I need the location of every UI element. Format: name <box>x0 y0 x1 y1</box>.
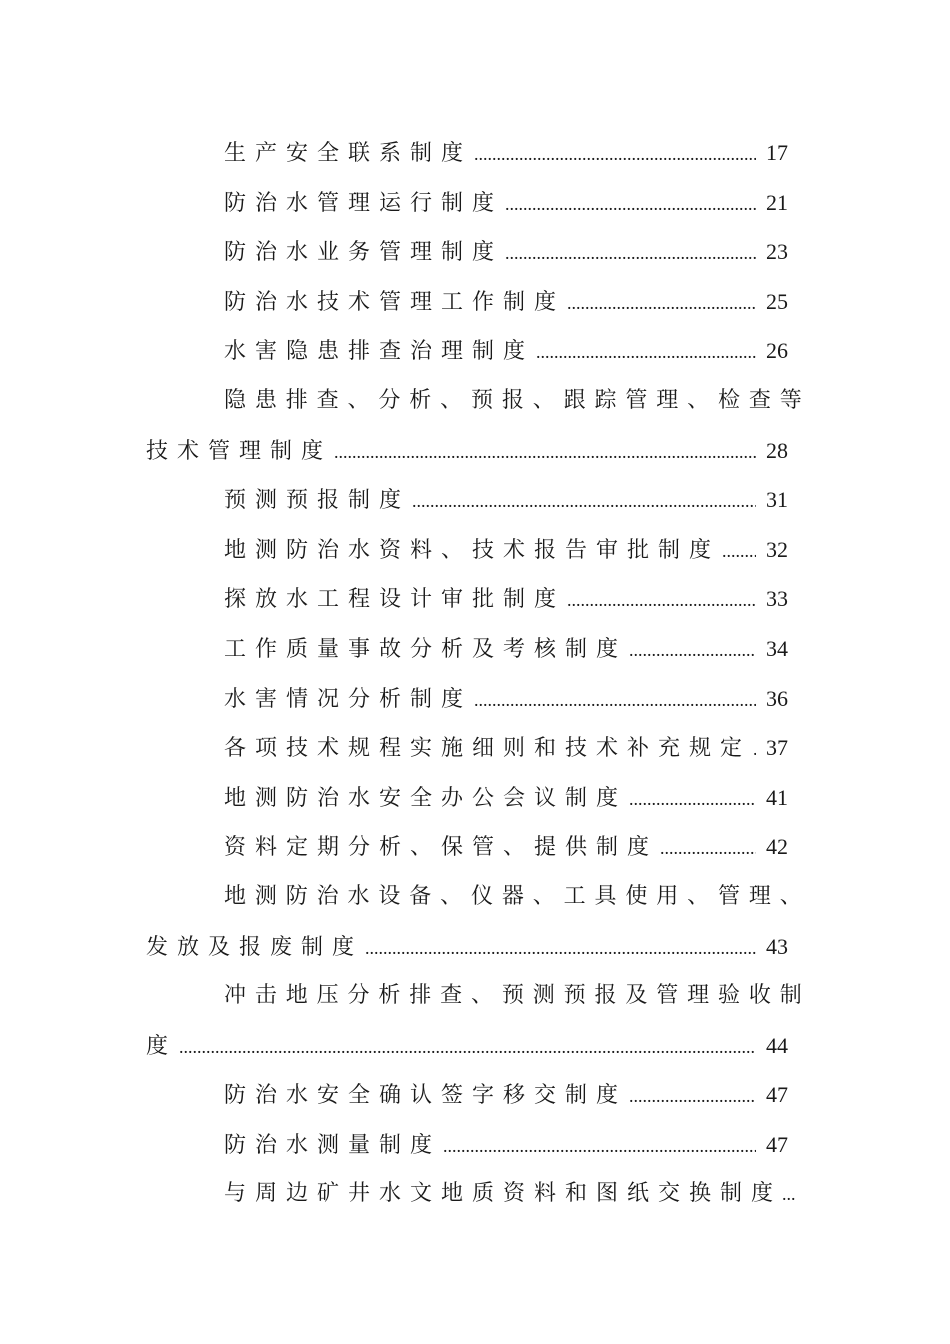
toc-entry-title: 资料定期分析、保管、提供制度 <box>224 835 659 861</box>
toc-page-number: 43 <box>766 933 788 959</box>
toc-entry-title-char: 预 <box>501 983 524 1009</box>
toc-page-number: 17 <box>766 140 788 165</box>
toc-page-number: 31 <box>766 487 788 513</box>
toc-entry-title-char: 、 <box>532 883 555 909</box>
toc-entry[interactable] <box>0 128 950 178</box>
toc-page-number: 44 <box>766 1032 788 1058</box>
toc-page-number: 25 <box>766 288 788 314</box>
toc-page-number: 33 <box>766 586 788 612</box>
toc-leader-dots <box>365 924 756 974</box>
toc-entry-title-char: 、 <box>440 883 463 909</box>
toc-entry-title: 水害隐患排查治理制度 <box>224 339 535 365</box>
toc-entry-title-char: 用 <box>656 883 679 909</box>
toc-entry[interactable] <box>0 426 950 476</box>
toc-entry-title: 防治水技术管理工作制度 <box>224 289 566 315</box>
toc-entry-title-char: 、 <box>347 387 370 413</box>
toc-entry-title-char: 防 <box>285 883 308 909</box>
toc-page-number: 23 <box>766 239 788 265</box>
toc-entry-title: 度 <box>146 1033 178 1059</box>
toc-entry-title-char: 工 <box>563 883 586 909</box>
toc-page-number: 47 <box>766 1082 788 1108</box>
toc-entry-title-char: 、 <box>471 983 494 1009</box>
toc-entry-title-char: 收 <box>748 983 771 1009</box>
toc-entry[interactable] <box>0 525 950 575</box>
toc-entry[interactable] <box>0 1120 950 1170</box>
toc-leader-dots <box>536 328 756 378</box>
toc-page-number: 37 <box>766 735 788 761</box>
toc-entry-title-char: 测 <box>254 883 277 909</box>
toc-leader-dots <box>567 279 756 329</box>
toc-entry-title-char: 管 <box>656 983 679 1009</box>
toc-entry-title-char: 等 <box>779 387 802 413</box>
toc-entry-title-char: 踪 <box>594 387 617 413</box>
toc-leader-dots <box>660 824 756 874</box>
toc-entry-title-char: 析 <box>409 387 432 413</box>
toc-leader-dots <box>629 626 756 676</box>
toc-entry-wrapped-line[interactable] <box>0 971 950 1021</box>
toc-entry-title-char: 查 <box>440 983 463 1009</box>
toc-entry-title-char: 查 <box>748 387 771 413</box>
toc-entry-title-char: 患 <box>254 387 277 413</box>
toc-leader-dots <box>474 130 756 180</box>
toc-entry-title-char: 使 <box>625 883 648 909</box>
toc-entry-wrapped-line[interactable] <box>0 376 950 426</box>
toc-entry[interactable] <box>0 922 950 972</box>
toc-entry-title-char: 理 <box>748 883 771 909</box>
toc-entry-title-char: 理 <box>656 387 679 413</box>
toc-page-number: 32 <box>766 536 788 562</box>
toc-entry-title-char: 预 <box>563 983 586 1009</box>
toc-leader-dots <box>505 180 756 230</box>
toc-entry-title: 与周边矿井水文地质资料和图纸交换制度 <box>224 1181 783 1207</box>
toc-entry-title-char: 地 <box>285 983 308 1009</box>
toc-leader-dots <box>505 229 756 279</box>
toc-entry-title: 预测预报制度 <box>224 488 411 514</box>
toc-entry-title-char: 地 <box>224 883 247 909</box>
toc-entry-title-char: 验 <box>718 983 741 1009</box>
toc-entry-title-char: 理 <box>687 983 710 1009</box>
toc-entry-title: 防治水管理运行制度 <box>224 190 504 216</box>
toc-entry-title-char: 报 <box>594 983 617 1009</box>
toc-entry[interactable] <box>0 326 950 376</box>
toc-entry-title-char: 、 <box>779 883 802 909</box>
toc-entry[interactable] <box>0 773 950 823</box>
toc-leader-dots <box>753 725 756 775</box>
toc-leader-dots <box>629 775 756 825</box>
toc-entry[interactable] <box>0 227 950 277</box>
toc-page-number: 41 <box>766 784 788 810</box>
toc-entry-title-char: 、 <box>440 387 463 413</box>
toc-leader-dots <box>722 527 756 577</box>
toc-entry-title: 发放及报废制度 <box>146 934 364 960</box>
toc-entry[interactable] <box>0 1169 950 1219</box>
toc-entry-title-char: 制 <box>779 983 802 1009</box>
toc-entry[interactable] <box>0 624 950 674</box>
toc-entry-title-char: 备 <box>409 883 432 909</box>
toc-entry-title-char: 、 <box>532 387 555 413</box>
toc-entry[interactable] <box>0 574 950 624</box>
toc-page-number: 26 <box>766 338 788 364</box>
toc-page-number: 34 <box>766 635 788 661</box>
toc-entry[interactable] <box>0 475 950 525</box>
toc-entry-title-char: 治 <box>316 883 339 909</box>
toc-page-number: 28 <box>766 437 788 463</box>
toc-entry-title-char: 跟 <box>563 387 586 413</box>
toc-entry-title-char: 设 <box>378 883 401 909</box>
toc-entry-title-char: 仪 <box>471 883 494 909</box>
toc-entry-title: 地测防治水安全办公会议制度 <box>224 785 628 811</box>
toc-entry[interactable] <box>0 1070 950 1120</box>
toc-truncation-ellipsis: ... <box>782 1184 796 1205</box>
toc-entry[interactable] <box>0 178 950 228</box>
toc-entry[interactable] <box>0 723 950 773</box>
toc-entry-title-char: 冲 <box>224 983 247 1009</box>
toc-entry-title-char: 排 <box>285 387 308 413</box>
toc-entry-title-char: 管 <box>718 883 741 909</box>
toc-entry-title-char: 击 <box>254 983 277 1009</box>
toc-entry-title-char: 、 <box>687 883 710 909</box>
toc-entry-title-char: 分 <box>378 387 401 413</box>
toc-leader-dots <box>567 576 756 626</box>
toc-entry-title-char: 报 <box>501 387 524 413</box>
toc-page-number: 21 <box>766 189 788 215</box>
toc-entry-title-char: 排 <box>409 983 432 1009</box>
toc-entry-title-char: 及 <box>625 983 648 1009</box>
toc-entry-title-char: 预 <box>471 387 494 413</box>
toc-entry-title-char: 分 <box>347 983 370 1009</box>
toc-entry-title-char: 析 <box>378 983 401 1009</box>
toc-page-number: 36 <box>766 685 788 711</box>
toc-leader-dots <box>474 676 756 726</box>
toc-entry-title: 防治水安全确认签字移交制度 <box>224 1083 628 1109</box>
toc-entry[interactable] <box>0 1021 950 1071</box>
toc-leader-dots <box>179 1023 756 1073</box>
toc-entry[interactable] <box>0 674 950 724</box>
toc-entry-title: 地测防治水资料、技术报告审批制度 <box>224 537 721 563</box>
toc-entry-title: 水害情况分析制度 <box>224 686 473 712</box>
toc-leader-dots <box>443 1122 756 1172</box>
toc-entry-title-char: 压 <box>316 983 339 1009</box>
toc-page-number: 47 <box>766 1131 788 1157</box>
toc-entry-title: 防治水业务管理制度 <box>224 240 504 266</box>
toc-entry-title-char: 器 <box>501 883 524 909</box>
toc-entry-title: 各项技术规程实施细则和技术补充规定 <box>224 736 752 762</box>
toc-entry-wrapped-line[interactable] <box>0 872 950 922</box>
toc-leader-dots <box>412 477 756 527</box>
toc-page-number: 42 <box>766 834 788 860</box>
toc-entry-title-char: 水 <box>347 883 370 909</box>
toc-entry[interactable] <box>0 822 950 872</box>
toc-entry-title-char: 检 <box>718 387 741 413</box>
toc-entry[interactable] <box>0 277 950 327</box>
toc-entry-title: 探放水工程设计审批制度 <box>224 587 566 613</box>
table-of-contents <box>0 128 950 1219</box>
toc-leader-dots <box>629 1072 756 1122</box>
toc-entry-title-char: 测 <box>532 983 555 1009</box>
toc-entry-title-char: 具 <box>594 883 617 909</box>
toc-entry-title-char: 隐 <box>224 387 247 413</box>
toc-leader-dots <box>334 428 756 478</box>
toc-entry-title: 生产安全联系制度 <box>224 141 473 166</box>
toc-entry-title: 防治水测量制度 <box>224 1132 442 1158</box>
toc-entry-title-char: 管 <box>625 387 648 413</box>
toc-entry-title-char: 查 <box>316 387 339 413</box>
toc-entry-title-char: 、 <box>687 387 710 413</box>
toc-entry-title: 工作质量事故分析及考核制度 <box>224 636 628 662</box>
toc-entry-title: 技术管理制度 <box>146 438 333 464</box>
